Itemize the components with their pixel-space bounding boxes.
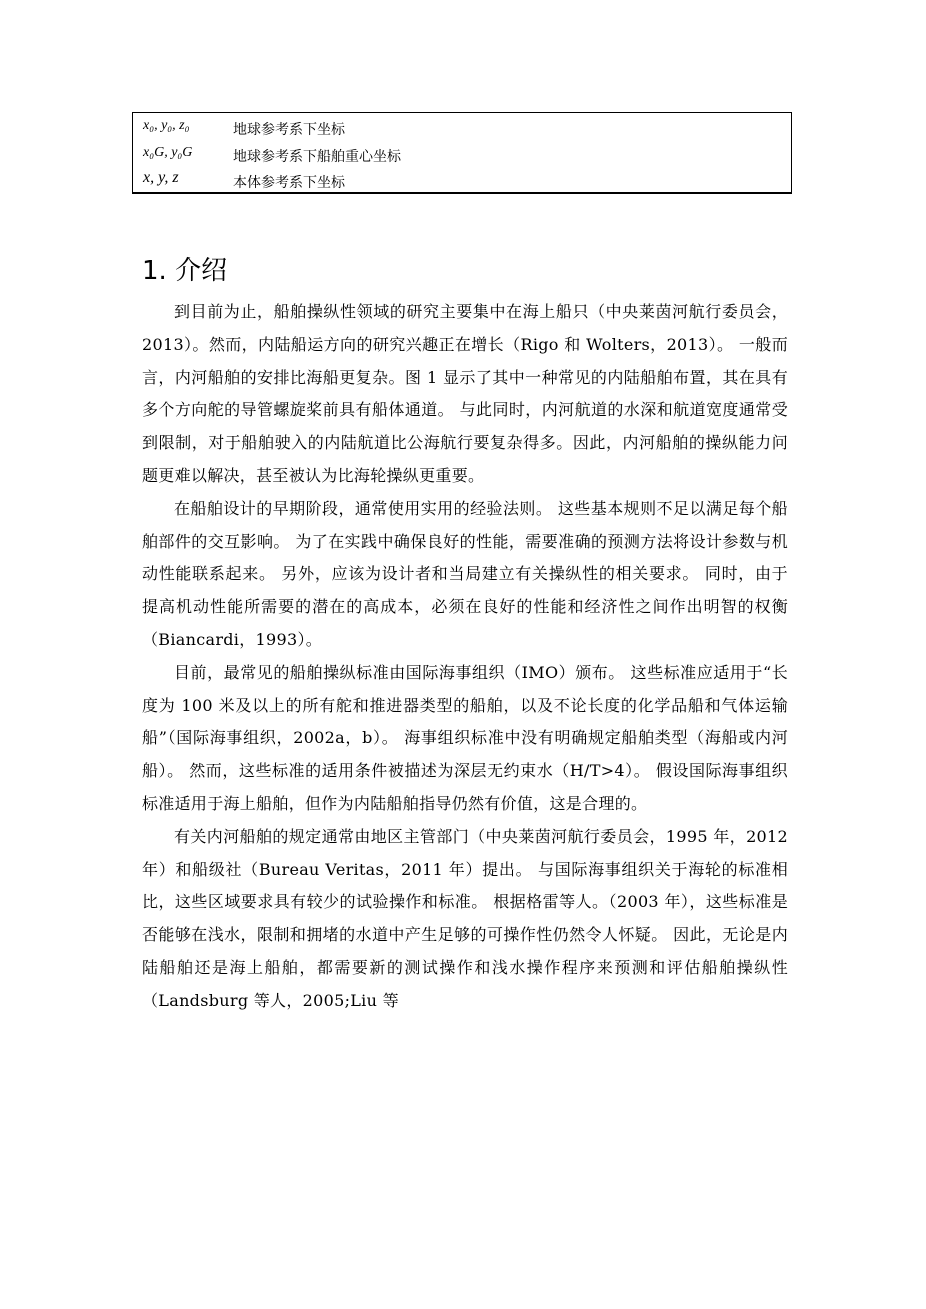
symbol-cell: x, y, z	[143, 169, 179, 186]
symbol-table	[132, 112, 792, 194]
paragraph: 在船舶设计的早期阶段，通常使用实用的经验法则。 这些基本规则不足以满足每个船舶部件的交互影响。 为了在实践中确保良好的性能，需要准确的预测方法将设计参数与机动性能联系起来。 另外，应该为设计者和当局建立有关操纵性的相关要求。 同时，由于提高机动性能所需要的潜在的高成本，必须在良好的性能和经济性之间作出明智的权衡（Biancardi，1993）。	[142, 498, 788, 649]
symbol-description: 本体参考系下坐标	[233, 175, 345, 191]
symbol-cell: x₀, y₀, z₀	[143, 118, 190, 133]
symbol-row	[133, 168, 791, 194]
paragraph: 到目前为止，船舶操纵性领域的研究主要集中在海上船只（中央莱茵河航行委员会，2013）。然而，内陆船运方向的研究兴趣正在增长（Rigo 和 Wolters，2013）。 一般而言，内河船舶的安排比海船更复杂。图 1 显示了其中一种常见的内陆船舶布置，其在具有多个方向舵的导管螺旋桨前具有船体通道。 与此同时，内河航道的水深和航道宽度通常受到限制，对于船舶驶入的内陆航道比公海航行要复杂得多。因此，内河船舶的操纵能力问题更难以解决，甚至被认为比海轮操纵更重要。	[142, 302, 788, 485]
symbol-row	[133, 142, 791, 168]
section-body	[142, 296, 788, 1018]
symbol-description: 地球参考系下坐标	[233, 122, 345, 138]
symbol-row	[133, 115, 791, 141]
symbol-cell: x₀G, y₀G	[143, 145, 193, 160]
section-heading: 1. 介绍	[142, 256, 228, 286]
paragraph: 目前，最常见的船舶操纵标准由国际海事组织（IMO）颁布。 这些标准应适用于“长度为 100 米及以上的所有舵和推进器类型的船舶，以及不论长度的化学品船和气体运输船”（国际海事组织，2002a，b）。 海事组织标准中没有明确规定船舶类型（海船或内河船）。 然而，这些标准的适用条件被描述为深层无约束水（H/T>4）。 假设国际海事组织标准适用于海上船舶，但作为内陆船舶指导仍然有价值，这是合理的。	[142, 662, 788, 813]
symbol-description: 地球参考系下船舶重心坐标	[233, 149, 401, 165]
paragraph: 有关内河船舶的规定通常由地区主管部门（中央莱茵河航行委员会，1995 年，2012 年）和船级社（Bureau Veritas，2011 年）提出。 与国际海事组织关于海轮的标准相比，这些区域要求具有较少的试验操作和标准。 根据格雷等人。（2003 年），这些标准是否能够在浅水，限制和拥堵的水道中产生足够的可操作性仍然令人怀疑。 因此，无论是内陆船舶还是海上船舶，都需要新的测试操作和浅水操作程序来预测和评估船舶操纵性（Landsburg 等人，2005;Liu 等	[142, 826, 788, 1010]
